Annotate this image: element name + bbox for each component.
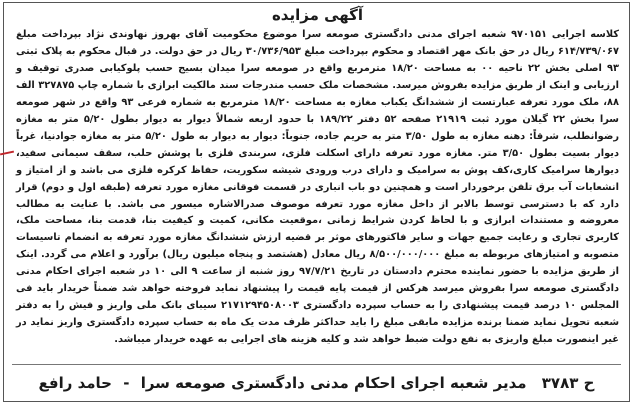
footer-separator: - (123, 374, 130, 392)
notice-frame (3, 2, 630, 402)
signer-title: مدیر شعبه اجرای احکام مدنی دادگستری صومعه سرا (140, 374, 527, 392)
signer-name: حامد رافع (38, 374, 112, 392)
notice-code: ح ۳۷۸۳ (541, 374, 595, 392)
notice-title: آگهی مزایده (271, 6, 364, 24)
notice-footer (12, 371, 621, 395)
notice-body: کلاسه اجرایی ۹۷۰۱۵۱ شعبه اجرای مدنی دادگستری صومعه سرا موضوع محکومیت آقای بهروز نهاوندی نژاد بپرداخت مبلغ ۶۱۴/۷۳۹/۰۶۷ ریال در حق بانک مهر اقتصاد و محکوم بپرداخت مبلغ ۳۰/۷۳۶/۹۵۳ ریال در حق دولت. در قبال محکوم به پلاک ثبتی ۹۳ اصلی بخش ۲۲ ناحیه ۰۰ به مساحت ۱۸/۲۰ مترمربع واقع در صومعه سرا میدان بسیج حسب پلوکیابی صدری توقیف و ارزیابی و اینک از طریق مزایده بفروش میرسد. مشخصات ملک حسب مندرجات سند مالکیت ابرازی با شماره چاپ ۳۲۷۸۷۵ الف ۸۸، ملک مورد تعرفه عبارتست از ششدانگ یکباب مغازه به مساحت ۱۸/۲۰ مترمربع به شماره فرعی ۹۳ واقع در شهر صومعه سرا بخش ۲۲ گیلان مورد ثبت ۲۱۹۱۹ صفحه ۵۲ دفتر ۱۸۹/۲۲ با حدود اربعه شمالاً دیوار به دیوار بطول ۵/۲۰ متر به مغازه رضوانطلب، شرقاً: دهنه مغازه به طول ۳/۵۰ متر به حریم جاده، جنوباً: دیوار به دیوار به طول ۵/۲۰ متر به مغازه جوادنیا، غرباً دیوار بسیت بطول ۳/۵۰ متر. مغازه مورد تعرفه دارای اسکلت فلزی، سربندی فلزی با پوشش حلب، سقف سیمانی سفید، دیوارها سرامیک کاری،کف پوش به سرامیک و دارای درب ورودی شیشه سکوریت، حفاظ کرکره فلزی می باشد و از امتیاز و انشعابات آب برق تلفن برخوردار است و همچنین دو باب انباری در قسمت فوقانی مغازه مورد تعرفه (طبقه اول و دوم) قرار دارد که با دسترسی توسط بالابر از داخل مغازه مورد تعرفه موصوف صدرالاشاره میسور می باشد. با عنایت به مطالب معروضه و مستندات ابرازی و با لحاظ کردن شرایط زمانی ،موقعیت مکانی، کمیت و کیفیت بنا، قدمت بنا، مساحت ملک، کاربری تجاری و رعایت جمیع جهات و سایر فاکتورهای موثر بر قضیه ارزش ششدانگ مغازه مورد تعرفه به انضمام تاسیسات متصوبه و امتیازهای مربوطه به مبلغ ۸/۵۰۰/۰۰۰/۰۰۰ ریال معادل (هشتصد و پنجاه میلیون ریال) برآورد و اعلام می گردد. اینک از طریق مزایده با حضور نماینده محترم دادستان در تاریخ ۹۷/۷/۲۱ روز شنبه از ساعت ۹ الی ۱۰ در شعبه اجرای احکام مدنی دادگستری صومعه سرا بفروش میرسد هرکس از قیمت پایه قیمت را پیشنهاد نماید فروخته خواهد شد ضمناً خریدار باید فی المجلس ۱۰ درصد قیمت پیشنهادی را به حساب سپرده دادگستری ۲۱۷۱۲۹۴۵۰۸۰۰۳ سیبای بانک ملی واریز و فیش را به دفتر شعبه تحویل نماید ضمنا برنده مزایده مابقی مبلغ را باید حداکثر ظرف مدت یک ماه به حساب سپرده دادگستری واریز نماید در غیر اینصورت مبلغ واریزی به نفع دولت ضبط خواهد شد و کلیه هزینه های اجرایی به عهده خریدار میباشد. (16, 29, 620, 346)
footer-divider (12, 364, 621, 365)
